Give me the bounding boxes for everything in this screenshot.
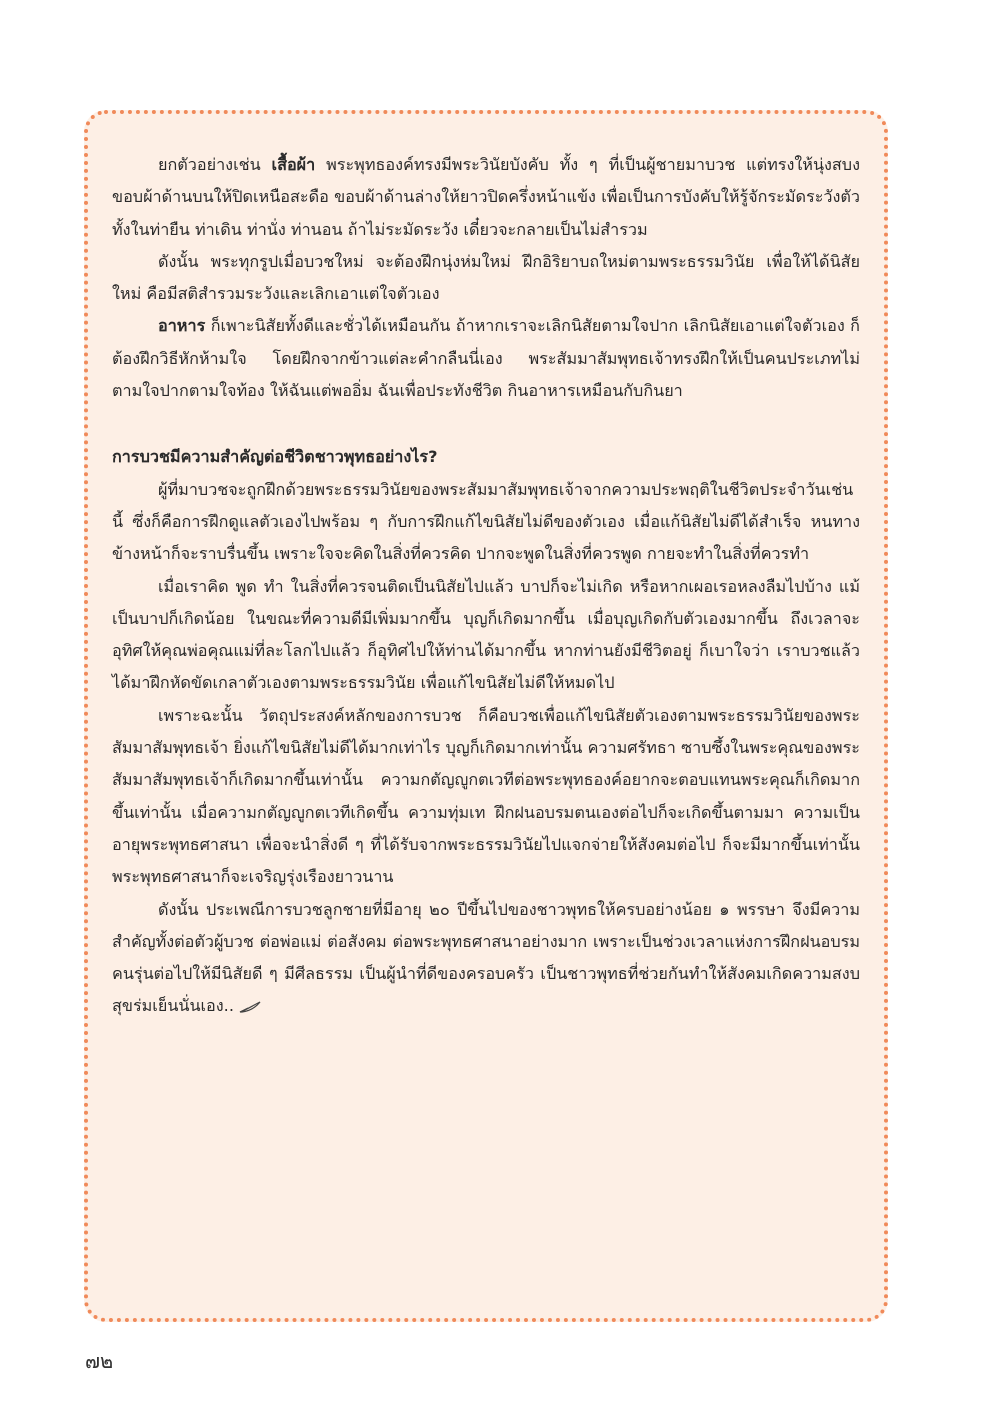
section-spacer xyxy=(112,407,860,441)
paragraph-purpose: เพราะฉะนั้น วัตถุประสงค์หลักของการบวช ก็คือบวชเพื่อแก้ไขนิสัยตัวเองตามพระธรรมวินัยของพระสัมมาสัมพุทธเจ้า ยิ่งแก้ไขนิสัยไม่ดีได้มากเท่าไร บุญก็เกิดมากเท่านั้น ความศรัทธา ซาบซึ้งในพระคุณของพระสัมมาสัมพุทธเจ้าก็เกิดมากขึ้นเท่านั้น ความกตัญญูกตเวทีต่อพระพุทธองค์อยากจะตอบแทนพระคุณก็เกิดมากขึ้นเท่านั้น เมื่อความกตัญญูกตเวทีเกิดขึ้น ความทุ่มเท ฝึกฝนอบรมตนเองต่อไปก็จะเกิดขึ้นตามมา ความเป็นอายุพระพุทธศาสนา เพื่อจะนำสิ่งดี ๆ ที่ได้รับจากพระธรรมวินัยไปแจกจ่ายให้สังคมต่อไป ก็จะมีมากขึ้นเท่านั้น พระพุทธศาสนาก็จะเจริญรุ่งเรืองยาวนาน xyxy=(112,705,860,887)
paragraph-merit: เมื่อเราคิด พูด ทำ ในสิ่งที่ควรจนติดเป็นนิสัยไปแล้ว บาปก็จะไม่เกิด หรือหากเผอเรอหลงลืมไปบ้าง แม้เป็นบาปก็เกิดน้อย ในขณะที่ความดีมีเพิ่มมากขึ้น บุญก็เกิดมากขึ้น เมื่อบุญเกิดกับตัวเองมากขึ้น ถึงเวลาจะอุทิศให้คุณพ่อคุณแม่ที่ละโลกไปแล้ว ก็อุทิศไปให้ท่านได้มากขึ้น หากท่านยังมีชีวิตอยู่ ก็เบาใจว่า เราบวชแล้วได้มาฝึกหัดขัดเกลาตัวเองตามพระธรรมวินัย เพื่อแก้ไขนิสัยไม่ดีให้หมดไป xyxy=(112,576,860,693)
page-number: ๗๒ xyxy=(85,1349,114,1373)
paragraph-text: ดังนั้น ประเพณีการบวชลูกชายที่มีอายุ ๒๐ ปีขึ้นไปของชาวพุทธให้ครบอย่างน้อย ๑ พรรษา จึงมีความสำคัญทั้งต่อตัวผู้บวช ต่อพ่อแม่ ต่อสังคม ต่อพระพุทธศาสนาอย่างมาก เพราะเป็นช่วงเวลาแห่งการฝึกฝนอบรมคนรุ่นต่อไปให้มีนิสัยดี ๆ มีศีลธรรม เป็นผู้นำที่ดีของครอบครัว เป็นชาวพุทธที่ช่วยกันทำให้สังคมเกิดความสงบสุขร่มเย็นนั่นเอง.. xyxy=(112,899,860,1016)
paragraph-lead: ยกตัวอย่างเช่น xyxy=(158,155,272,174)
paragraph-text: ก็เพาะนิสัยทั้งดีและชั่วได้เหมือนกัน ถ้าหากเราจะเลิกนิสัยตามใจปาก เลิกนิสัยเอาแต่ใจตัวเอง ก็ต้องฝึกวิธีหักห้ามใจ โดยฝึกจากข้าวแต่ละคำกลืนนี่เอง พระสัมมาสัมพุทธเจ้าทรงฝึกให้เป็นคนประเภทไม่ตามใจปากตามใจท้อง ให้ฉันแต่พออิ่ม ฉันเพื่อประทังชีวิต กินอาหารเหมือนกับกินยา xyxy=(112,316,860,401)
paragraph-conclusion xyxy=(112,894,860,1023)
quill-end-icon xyxy=(238,1000,262,1014)
paragraph-training: ผู้ที่มาบวชจะถูกฝึกด้วยพระธรรมวินัยของพระสัมมาสัมพุทธเจ้าจากความประพฤติในชีวิตประจำวันเช่นนี้ ซึ่งก็คือการฝึกดูแลตัวเองไปพร้อม ๆ กับการฝึกแก้ไขนิสัยไม่ดีของตัวเอง เมื่อแก้นิสัยไม่ดีได้สำเร็จ หนทางข้างหน้าก็จะราบรื่นขึ้น เพราะใจจะคิดในสิ่งที่ควรคิด ปากจะพูดในสิ่งที่ควรพูด กายจะทำในสิ่งที่ควรทำ xyxy=(112,479,860,564)
section-heading: การบวชมีความสำคัญต่อชีวิตชาวพุทธอย่างไร? xyxy=(112,447,438,467)
paragraph-clothing xyxy=(112,149,860,246)
article-body xyxy=(112,149,860,1023)
paragraph-text: พระพุทธองค์ทรงมีพระวินัยบังคับ ทั้ง ๆ ที่เป็นผู้ชายมาบวช แต่ทรงให้นุ่งสบง ขอบผ้าด้านบนให้ปิดเหนือสะดือ ขอบผ้าด้านล่างให้ยาวปิดครึ่งหน้าแข้ง เพื่อเป็นการบังคับให้รู้จักระมัดระวังตัว ทั้งในท่ายืน ท่าเดิน ท่านั่ง ท่านอน ถ้าไม่ระมัดระวัง เดี๋ยวจะกลายเป็นไม่สำรวม xyxy=(112,155,860,239)
term-food: อาหาร xyxy=(158,316,206,336)
paragraph-food xyxy=(112,310,860,407)
paragraph-new-habits: ดังนั้น พระทุกรูปเมื่อบวชใหม่ จะต้องฝึกนุ่งห่มใหม่ ฝึกอิริยาบถใหม่ตามพระธรรมวินัย เพื่อให้ได้นิสัยใหม่ คือมีสติสำรวมระวังและเลิกเอาแต่ใจตัวเอง xyxy=(112,251,860,304)
term-clothing: เสื้อผ้า xyxy=(271,155,316,174)
